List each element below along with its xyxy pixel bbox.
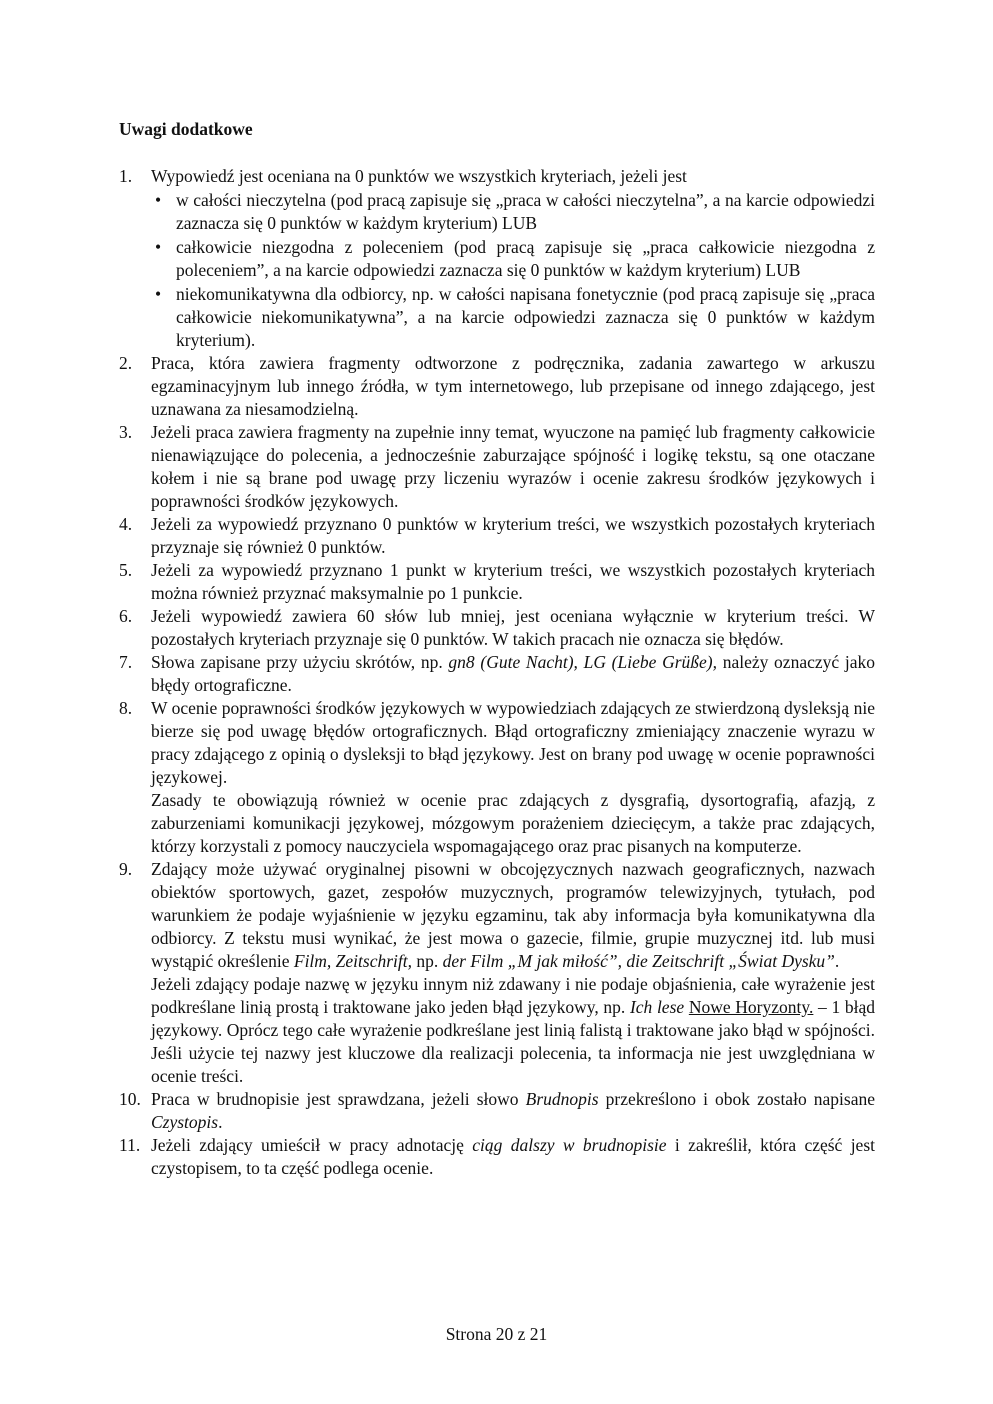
item-number: 1. <box>119 166 133 186</box>
italic-run: gn8 (Gute Nacht), LG (Liebe Grüße), <box>448 652 717 672</box>
item-number: 8. <box>119 698 133 718</box>
item-text <box>151 1088 875 1134</box>
list-item <box>119 605 875 651</box>
item-text: Jeżeli za wypowiedź przyznano 1 punkt w kryterium treści, we wszystkich pozostałych kryteriach można również przyznać maksymalnie po 1 punkcie. <box>151 560 875 603</box>
list-item <box>119 352 875 421</box>
list-item <box>119 1134 875 1180</box>
bullet-text: niekomunikatywna dla odbiorcy, np. w całości napisana fonetycznie (pod pracą zapisuje się „praca całkowicie niekomunikatywna”, a na karcie odpowiedzi zaznacza się 0 punktów w każdym kryterium). <box>176 284 875 350</box>
bullet-text: całkowicie niezgodna z poleceniem (pod pracą zapisuje się „praca całkowicie niezgodna z poleceniem”, a na karcie odpowiedzi zaznacza się 0 punktów w każdym kryterium) LUB <box>176 237 875 280</box>
text-run: należy oznaczyć jako błędy ortograficzne. <box>151 652 875 695</box>
list-item <box>119 697 875 858</box>
bullet-item <box>151 236 875 282</box>
bullet-icon: • <box>155 190 162 210</box>
item-text: Jeżeli praca zawiera fragmenty na zupełnie inny temat, wyuczone na pamięć lub fragmenty całkowicie nienawiązujące do polecenia, a jednocześnie zaburzające spójność i logikę tekstu, są one otaczane kołem i nie są brane pod uwagę przy liczeniu wyrazów i ocenie zakresu środków językowych i poprawności środków językowych. <box>151 422 875 511</box>
item-text <box>151 858 875 973</box>
text-run: . <box>218 1112 223 1132</box>
bullet-text: w całości nieczytelna (pod pracą zapisuje się „praca w całości nieczytelna”, a na karcie odpowiedzi zaznacza się 0 punktów w każdym kryterium) LUB <box>176 190 875 233</box>
list-item <box>119 559 875 605</box>
bullet-item <box>151 283 875 352</box>
text-run: Jeżeli zdający podaje nazwę w języku innym niż zdawany i nie podaje objaśnienia, całe wyrażenie jest podkreślane linią prostą i traktowane jako jeden błąd językowy, np. <box>151 974 875 1017</box>
text-run: – 1 błąd językowy. Oprócz tego całe wyrażenie podkreślane jest linią falistą i traktowane jako błąd w spójności. Jeśli użycie tej nazwy jest kluczowe dla realizacji polecenia, ta informacja nie jest uwzględniana w ocenie treści. <box>151 997 875 1086</box>
bullet-item <box>151 189 875 235</box>
item-number: 6. <box>119 606 133 626</box>
item-text: Jeżeli za wypowiedź przyznano 0 punktów w kryterium treści, we wszystkich pozostałych kryteriach przyznaje się również 0 punktów. <box>151 514 875 557</box>
text-run: Praca w brudnopisie jest sprawdzana, jeżeli słowo <box>151 1089 526 1109</box>
list-item <box>119 858 875 1088</box>
italic-run: Ich lese <box>629 997 685 1017</box>
item-text: Zasady te obowiązują również w ocenie prac zdających z dysgrafią, dysortografią, afazją, z zaburzeniami komunikacji językowej, mózgowym porażeniem dziecięcym, a także prac zdających, którzy korzystali z pomocy nauczyciela wspomagającego oraz prac pisanych na komputerze. <box>151 790 875 856</box>
text-run: przekreślono i obok zostało napisane <box>598 1089 875 1109</box>
text-run: Słowa zapisane przy użyciu skrótów, np. <box>151 652 449 672</box>
bullet-list <box>151 189 875 352</box>
section-heading: Uwagi dodatkowe <box>119 119 253 139</box>
item-number: 4. <box>119 514 133 534</box>
list-item <box>119 1088 875 1134</box>
item-text <box>151 1134 875 1180</box>
item-text <box>151 651 875 697</box>
list-item <box>119 651 875 697</box>
italic-run: ciąg dalszy w brudnopisie <box>472 1135 667 1155</box>
underlined-run: Nowe Horyzonty. <box>688 997 814 1017</box>
text-run: i zakreślił, która część jest czystopisem, to ta część podlega ocenie. <box>151 1135 875 1178</box>
list-item <box>119 165 875 352</box>
item-number: 5. <box>119 560 133 580</box>
text-run: np. <box>412 951 443 971</box>
list-item <box>119 513 875 559</box>
text-run: Jeżeli zdający umieścił w pracy adnotację <box>151 1135 473 1155</box>
item-number: 11. <box>119 1135 141 1155</box>
item-text: W ocenie poprawności środków językowych w wypowiedziach zdających ze stwierdzoną dysleksją nie bierze się pod uwagę błędów ortograficznych. Błąd ortograficzny zmieniający znaczenie wyrazu w pracy zdającego z opinią o dysleksji to błąd językowy. Jest on brany pod uwagę w ocenie poprawności językowej. <box>151 698 875 787</box>
bullet-icon: • <box>155 284 162 304</box>
list-item <box>119 421 875 513</box>
item-text <box>151 973 875 1088</box>
text-run: Zdający może używać oryginalnej pisowni w obcojęzycznych nazwach geograficznych, nazwach obiektów sportowych, gazet, zespołów muzycznych, programów telewizyjnych, tytułach, pod warunkiem że podaje wyjaśnienie w języku egzaminu, tak aby informacja była komunikatywna dla odbiorcy. Z tekstu musi wynikać, że jest mowa o gazecie, filmie, grupie muzycznej itd. lub musi wystąpić określenie <box>151 859 875 971</box>
text-run: . <box>834 951 840 971</box>
item-number: 10. <box>119 1089 141 1109</box>
item-text: Jeżeli wypowiedź zawiera 60 słów lub mniej, jest oceniana wyłącznie w kryterium treści. W pozostałych kryteriach przyznaje się 0 punktów. W takich pracach nie oznacza się błędów. <box>151 606 875 649</box>
item-number: 3. <box>119 422 133 442</box>
remarks-list <box>119 165 875 1180</box>
item-text: Wypowiedź jest oceniana na 0 punktów we wszystkich kryteriach, jeżeli jest <box>151 166 687 186</box>
italic-run: Brudnopis <box>525 1089 599 1109</box>
bullet-icon: • <box>155 237 162 257</box>
page-number: Strona 20 z 21 <box>445 1324 548 1344</box>
italic-run: Film, Zeitschrift, <box>293 951 412 971</box>
italic-run: der Film „M jak miłość”, die Zeitschrift „Świat Dysku” <box>442 951 835 971</box>
italic-run: Czystopis <box>151 1112 219 1132</box>
item-number: 9. <box>119 859 133 879</box>
item-number: 2. <box>119 353 133 373</box>
item-number: 7. <box>119 652 133 672</box>
item-text: Praca, która zawiera fragmenty odtworzone z podręcznika, zadania zawartego w arkuszu egzaminacyjnym lub innego źródła, w tym internetowego, lub przepisane od innego zdającego, jest uznawana za niesamodzielną. <box>151 353 875 419</box>
